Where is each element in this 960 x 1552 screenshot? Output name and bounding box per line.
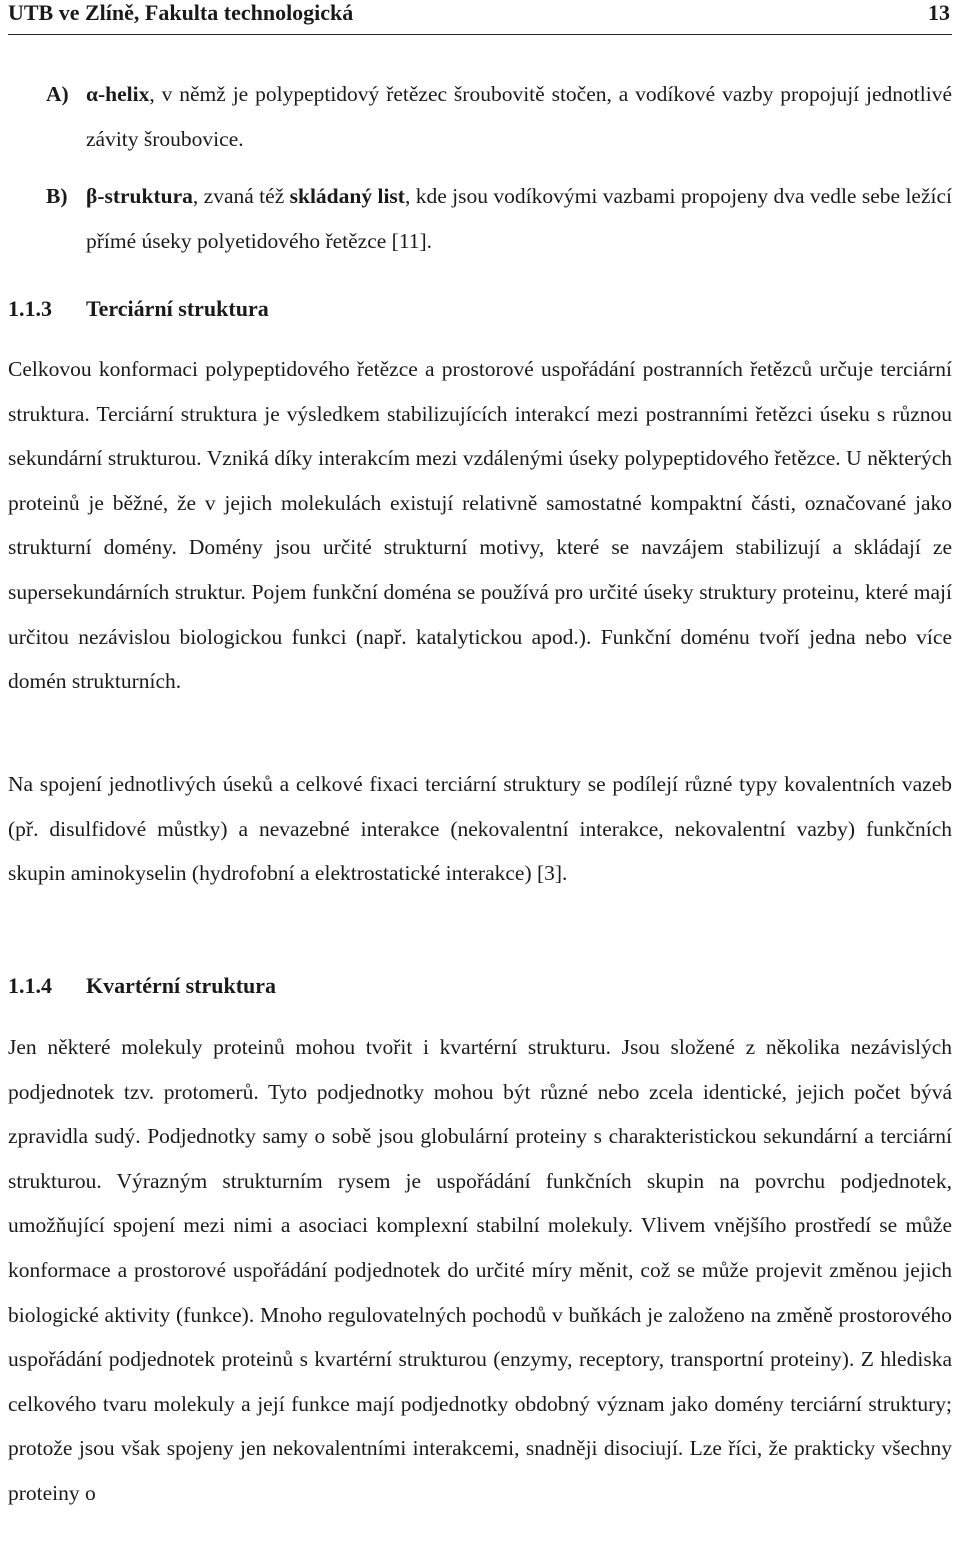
list-item-body [86, 72, 952, 161]
list-item-text: , v němž je polypeptidový řetězec šroubovitě stočen, a vodíkové vazby propojují jednotlivé závity šroubovice. [86, 82, 952, 151]
list-item-body [86, 174, 952, 263]
list-item-beta-structure [46, 174, 952, 263]
list-item-text: , kde jsou vodíkovými vazbami propojeny dva vedle sebe ležící přímé úseky polyetidového řetězce [11]. [86, 184, 952, 253]
term-pleated-sheet: skládaný list [289, 184, 405, 208]
list-label: A) [46, 82, 69, 106]
section-number: 1.1.3 [8, 296, 52, 321]
section-title: Terciární struktura [86, 296, 269, 321]
list-item-alpha-helix [46, 72, 952, 161]
term-beta-structure: β-struktura [86, 184, 193, 208]
term-alpha-helix: α-helix [86, 82, 150, 106]
header-title: UTB ve Zlíně, Fakulta technologická [8, 0, 354, 25]
section-heading-tertiary [8, 296, 269, 322]
paragraph-tertiary-2: Na spojení jednotlivých úseků a celkové fixaci terciární struktury se podílejí různé typy kovalentních vazeb (př. disulfidové můstky) a nevazebné interakce (nekovalentní interakce, nekovalentní vazby) funkčních skupin aminokyselin (hydrofobní a elektrostatické interakce) [3]. [8, 772, 952, 886]
section-number: 1.1.4 [8, 973, 52, 998]
page-header [8, 0, 952, 35]
list-item-text: , zvaná též [192, 184, 290, 208]
section-title: Kvartérní struktura [86, 973, 277, 998]
section-heading-quaternary [8, 973, 276, 999]
page-number: 13 [928, 0, 950, 25]
paragraph-tertiary-1: Celkovou konformaci polypeptidového řetězce a prostorové uspořádání postranních řetězců určuje terciární struktura. Terciární struktura je výsledkem stabilizujících interakcí mezi postranními řetězci úseku s různou sekundární strukturou. Vzniká díky interakcím mezi vzdálenými úseky polypeptidového řetězce. U některých proteinů je běžné, že v jejich molekulách existují relativně samostatné kompaktní části, označované jako strukturní domény. Domény jsou určité strukturní motivy, které se navzájem stabilizují a skládají ze supersekundárních struktur. Pojem funkční doména se používá pro určité úseky struktury proteinu, které mají určitou nezávislou biologickou funkci (např. katalytickou apod.). Funkční doménu tvoří jedna nebo více domén strukturních. [8, 357, 952, 694]
paragraph-quaternary: Jen některé molekuly proteinů mohou tvořit i kvartérní strukturu. Jsou složené z několika nezávislých podjednotek tzv. protomerů. Tyto podjednotky mohou být různé nebo zcela identické, jejich počet bývá zpravidla sudý. Podjednotky samy o sobě jsou globulární proteiny s charakteristickou sekundární a terciární strukturou. Výrazným strukturním rysem je uspořádání funkčních skupin na povrchu podjednotek, umožňující spojení mezi nimi a asociaci komplexní stabilní molekuly. Vlivem vnějšího prostředí se může konformace a prostorové uspořádání podjednotek do určité míry měnit, což se může projevit změnou jejich biologické aktivity (funkce). Mnoho regulovatelných pochodů v buňkách je založeno na změně prostorového uspořádání podjednotek proteinů s kvartérní strukturou (enzymy, receptory, transportní proteiny). Z hlediska celkového tvaru molekuly a její funkce mají podjednotky obdobný význam jako domény terciární struktury; protože jsou však spojeny jen nekovalentními interakcemi, snadněji disociují. Lze říci, že prakticky všechny proteiny o [8, 1035, 952, 1505]
list-label: B) [46, 184, 68, 208]
